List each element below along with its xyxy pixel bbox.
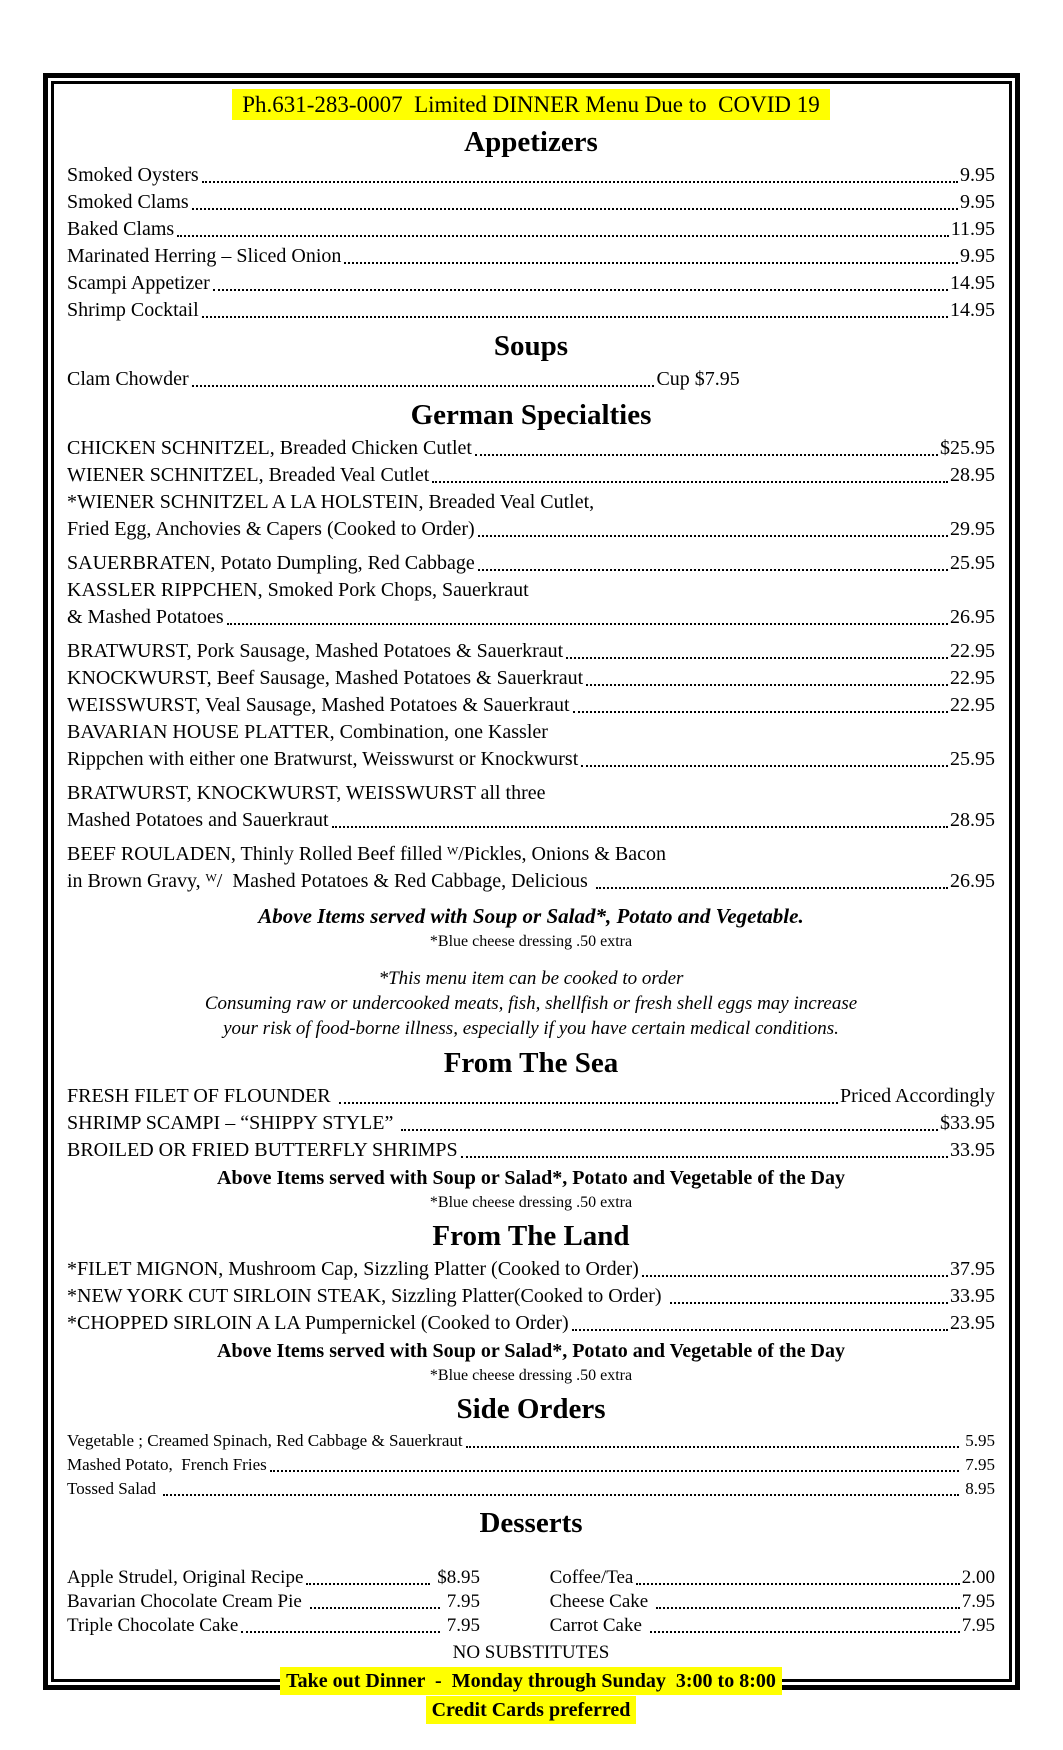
item-name: in Brown Gravy, ᵂ/ Mashed Potatoes & Red Cabbage, Delicious bbox=[67, 870, 593, 892]
item-price: 7.95 bbox=[961, 1455, 995, 1474]
menu-item-row bbox=[67, 868, 995, 895]
note-line: *This menu item can be cooked to order bbox=[378, 968, 684, 989]
menu-sheet-inner bbox=[51, 81, 1012, 1721]
section-heading-from-the-land: From The Land bbox=[432, 1220, 630, 1252]
item-price: 28.95 bbox=[950, 809, 995, 831]
menu-item-row bbox=[67, 1590, 480, 1614]
item-name: Triple Chocolate Cake bbox=[67, 1615, 239, 1636]
item-price: 22.95 bbox=[950, 640, 995, 662]
credit-cards-row bbox=[67, 1696, 995, 1724]
dot-leader bbox=[573, 711, 948, 713]
dessert-columns bbox=[67, 1566, 995, 1638]
item-name: *CHOPPED SIRLOIN A LA Pumpernickel (Cooked to Order) bbox=[67, 1312, 569, 1334]
item-price: 7.95 bbox=[441, 1591, 480, 1612]
dot-leader bbox=[650, 1631, 960, 1633]
item-name: Rippchen with either one Bratwurst, Weisswurst or Knockwurst bbox=[67, 748, 579, 770]
no-substitutes-line: NO SUBSTITUTES bbox=[452, 1642, 610, 1663]
note-line: Above Items served with Soup or Salad*, Potato and Vegetable of the Day bbox=[217, 1167, 845, 1189]
item-price: 25.95 bbox=[950, 552, 995, 574]
section-heading-from-the-sea: From The Sea bbox=[443, 1047, 619, 1079]
section-side-orders bbox=[67, 1392, 995, 1501]
item-price: 7.95 bbox=[441, 1615, 480, 1636]
menu-item-row bbox=[67, 216, 995, 243]
menu-item-group bbox=[67, 489, 995, 543]
item-wrap-line bbox=[67, 719, 995, 746]
item-name: KNOCKWURST, Beef Sausage, Mashed Potatoes & Sauerkraut bbox=[67, 667, 584, 689]
item-price: 9.95 bbox=[960, 164, 995, 186]
menu-item-row bbox=[550, 1590, 995, 1614]
menu-item-group bbox=[67, 577, 995, 631]
menu-item-row bbox=[67, 1310, 995, 1337]
section-german-specialties bbox=[67, 398, 995, 1041]
item-name: Coffee/Tea bbox=[549, 1567, 634, 1588]
item-price: 33.95 bbox=[950, 1285, 995, 1307]
dot-leader bbox=[177, 235, 949, 237]
item-price: 5.95 bbox=[961, 1431, 995, 1450]
dot-leader bbox=[202, 181, 958, 183]
item-wrap-line bbox=[67, 780, 995, 807]
item-name: *WIENER SCHNITZEL A LA HOLSTEIN, Breaded Veal Cutlet, bbox=[67, 491, 595, 513]
dot-leader bbox=[227, 623, 948, 625]
dot-leader bbox=[586, 684, 948, 686]
item-price: 22.95 bbox=[950, 667, 995, 689]
item-price: 26.95 bbox=[950, 606, 995, 628]
item-price: 8.95 bbox=[961, 1479, 995, 1498]
item-price: 33.95 bbox=[950, 1139, 995, 1161]
dot-leader bbox=[202, 316, 948, 318]
item-price: Cup $7.95 bbox=[656, 368, 740, 390]
menu-item-row bbox=[67, 604, 995, 631]
dot-leader bbox=[566, 657, 948, 659]
item-name: Mashed Potato, French Fries bbox=[67, 1455, 267, 1474]
note-line: Consuming raw or undercooked meats, fish, shellfish or fresh shell eggs may increase bbox=[204, 993, 858, 1014]
item-name: CHICKEN SCHNITZEL, Breaded Chicken Cutlet bbox=[67, 437, 472, 459]
item-price: 11.95 bbox=[950, 218, 995, 240]
menu-item-row bbox=[67, 1453, 995, 1477]
section-heading-appetizers: Appetizers bbox=[464, 126, 598, 158]
menu-sections bbox=[67, 125, 995, 1638]
dot-leader bbox=[213, 289, 948, 291]
item-wrap-line bbox=[67, 577, 995, 604]
menu-item-row bbox=[67, 550, 995, 577]
menu-item-group bbox=[67, 780, 995, 834]
menu-item-group bbox=[67, 719, 995, 773]
item-name: *FILET MIGNON, Mushroom Cap, Sizzling Platter (Cooked to Order) bbox=[67, 1258, 639, 1280]
dot-leader bbox=[656, 1607, 960, 1609]
note-line: *Blue cheese dressing .50 extra bbox=[429, 933, 633, 950]
menu-item-row bbox=[67, 270, 995, 297]
dot-leader bbox=[466, 1446, 959, 1448]
dot-leader bbox=[270, 1470, 959, 1472]
dessert-column-left bbox=[67, 1566, 480, 1638]
item-wrap-line bbox=[67, 841, 995, 868]
section-heading-desserts: Desserts bbox=[479, 1507, 583, 1539]
menu-item-row bbox=[67, 462, 995, 489]
item-name: Carrot Cake bbox=[549, 1615, 647, 1636]
item-wrap-line bbox=[67, 489, 995, 516]
dot-leader bbox=[478, 569, 948, 571]
menu-item-row bbox=[67, 1429, 995, 1453]
takeout-hours-line: Take out Dinner - Monday through Sunday 3:00 to 8:00 bbox=[280, 1667, 782, 1695]
menu-item-row bbox=[67, 1110, 995, 1137]
item-price: 37.95 bbox=[950, 1258, 995, 1280]
item-name: Scampi Appetizer bbox=[67, 272, 210, 294]
dot-leader bbox=[332, 826, 948, 828]
menu-item-row bbox=[67, 746, 995, 773]
menu-item-row bbox=[550, 1566, 995, 1590]
item-price: 28.95 bbox=[950, 464, 995, 486]
dot-leader bbox=[581, 765, 948, 767]
item-name: SHRIMP SCAMPI – “SHIPPY STYLE” bbox=[67, 1112, 399, 1134]
section-heading-soups: Soups bbox=[493, 330, 569, 362]
dot-leader bbox=[572, 1329, 948, 1331]
note-line: your risk of food-borne illness, especially if you have certain medical conditions. bbox=[223, 1018, 839, 1039]
dot-leader bbox=[642, 1275, 948, 1277]
item-price: Priced Accordingly bbox=[840, 1085, 995, 1107]
menu-item-row bbox=[67, 516, 995, 543]
menu-item-row bbox=[67, 807, 995, 834]
menu-item-row bbox=[67, 243, 995, 270]
menu-banner: Ph.631-283-0007 Limited DINNER Menu Due to COVID 19 bbox=[232, 89, 830, 120]
dot-leader bbox=[306, 1583, 430, 1585]
takeout-hours-row bbox=[67, 1667, 995, 1695]
menu-item-row bbox=[67, 638, 995, 665]
dot-leader bbox=[432, 481, 948, 483]
section-from-the-land bbox=[67, 1219, 995, 1387]
menu-item-row bbox=[67, 366, 740, 393]
section-heading-german-specialties: German Specialties bbox=[410, 399, 652, 431]
menu-item-row bbox=[67, 1256, 995, 1283]
dot-leader bbox=[163, 1494, 959, 1496]
item-price: 9.95 bbox=[960, 245, 995, 267]
item-name: BAVARIAN HOUSE PLATTER, Combination, one Kassler bbox=[67, 721, 548, 743]
dot-leader bbox=[241, 1631, 440, 1633]
item-price: 25.95 bbox=[950, 748, 995, 770]
note-line: Above Items served with Soup or Salad*, Potato and Vegetable of the Day bbox=[217, 1340, 845, 1362]
dot-leader bbox=[310, 1607, 440, 1609]
item-price: 2.00 bbox=[961, 1567, 995, 1588]
item-price: $25.95 bbox=[940, 437, 995, 459]
menu-item-row bbox=[67, 1283, 995, 1310]
item-price: 14.95 bbox=[950, 299, 995, 321]
item-name: BRATWURST, KNOCKWURST, WEISSWURST all three bbox=[67, 782, 546, 804]
item-price: 9.95 bbox=[960, 191, 995, 213]
item-name: Shrimp Cocktail bbox=[67, 299, 199, 321]
note-line: *Blue cheese dressing .50 extra bbox=[429, 1367, 633, 1384]
menu-item-row bbox=[67, 189, 995, 216]
menu-item-row bbox=[67, 1614, 480, 1638]
item-name: Vegetable ; Creamed Spinach, Red Cabbage & Sauerkraut bbox=[67, 1431, 463, 1450]
dot-leader bbox=[636, 1583, 959, 1585]
note-line: Above Items served with Soup or Salad*, Potato and Vegetable. bbox=[258, 904, 804, 928]
menu-footer bbox=[67, 1640, 995, 1724]
dot-leader bbox=[478, 535, 948, 537]
item-name: WIENER SCHNITZEL, Breaded Veal Cutlet bbox=[67, 464, 430, 486]
menu-item-row bbox=[550, 1614, 995, 1638]
item-name: Apple Strudel, Original Recipe bbox=[67, 1567, 304, 1588]
item-name: & Mashed Potatoes bbox=[67, 606, 224, 628]
item-name: Marinated Herring – Sliced Onion bbox=[67, 245, 342, 267]
dot-leader bbox=[670, 1302, 948, 1304]
item-name: *NEW YORK CUT SIRLOIN STEAK, Sizzling Platter(Cooked to Order) bbox=[67, 1285, 667, 1307]
item-name: BRATWURST, Pork Sausage, Mashed Potatoes & Sauerkraut bbox=[67, 640, 564, 662]
dessert-column-right bbox=[550, 1566, 995, 1638]
item-name: FRESH FILET OF FLOUNDER bbox=[67, 1085, 336, 1107]
menu-item-row bbox=[67, 1083, 995, 1110]
section-heading-side-orders: Side Orders bbox=[456, 1393, 606, 1425]
dot-leader bbox=[596, 887, 948, 889]
dot-leader bbox=[192, 208, 958, 210]
item-price: $8.95 bbox=[432, 1567, 480, 1588]
menu-sheet bbox=[43, 73, 1020, 1721]
item-name: Fried Egg, Anchovies & Capers (Cooked to Order) bbox=[67, 518, 475, 540]
menu-item-row bbox=[67, 162, 995, 189]
banner-row bbox=[67, 89, 995, 120]
item-name: BEEF ROULADEN, Thinly Rolled Beef filled ᵂ/Pickles, Onions & Bacon bbox=[67, 843, 666, 865]
dot-leader bbox=[339, 1102, 838, 1104]
item-name: BROILED OR FRIED BUTTERFLY SHRIMPS bbox=[67, 1139, 458, 1161]
menu-item-group bbox=[67, 841, 995, 895]
section-from-the-sea bbox=[67, 1046, 995, 1214]
item-price: $33.95 bbox=[940, 1112, 995, 1134]
dot-leader bbox=[344, 262, 958, 264]
item-name: Mashed Potatoes and Sauerkraut bbox=[67, 809, 329, 831]
dot-leader bbox=[192, 385, 655, 387]
item-name: Smoked Oysters bbox=[67, 164, 199, 186]
item-price: 14.95 bbox=[950, 272, 995, 294]
dot-leader bbox=[475, 454, 938, 456]
item-name: KASSLER RIPPCHEN, Smoked Pork Chops, Sauerkraut bbox=[67, 579, 529, 601]
item-price: 26.95 bbox=[950, 870, 995, 892]
item-name: Bavarian Chocolate Cream Pie bbox=[67, 1591, 307, 1612]
menu-item-row bbox=[67, 1137, 995, 1164]
section-desserts bbox=[67, 1506, 995, 1638]
item-price: 22.95 bbox=[950, 694, 995, 716]
section-soups bbox=[67, 329, 995, 393]
item-price: 29.95 bbox=[950, 518, 995, 540]
dot-leader bbox=[461, 1156, 948, 1158]
item-name: Smoked Clams bbox=[67, 191, 189, 213]
item-name: Baked Clams bbox=[67, 218, 175, 240]
item-price: 7.95 bbox=[961, 1615, 995, 1636]
item-price: 7.95 bbox=[961, 1591, 995, 1612]
item-name: WEISSWURST, Veal Sausage, Mashed Potatoes & Sauerkraut bbox=[67, 694, 570, 716]
item-name: Cheese Cake bbox=[549, 1591, 653, 1612]
note-line: *Blue cheese dressing .50 extra bbox=[429, 1194, 633, 1211]
section-appetizers bbox=[67, 125, 995, 324]
menu-item-row bbox=[67, 297, 995, 324]
item-name: SAUERBRATEN, Potato Dumpling, Red Cabbage bbox=[67, 552, 475, 574]
item-name: Tossed Salad bbox=[67, 1479, 161, 1498]
menu-item-row bbox=[67, 1477, 995, 1501]
credit-cards-line: Credit Cards preferred bbox=[426, 1696, 637, 1724]
menu-item-row bbox=[67, 1566, 480, 1590]
menu-item-row bbox=[67, 692, 995, 719]
menu-item-row bbox=[67, 665, 995, 692]
menu-item-row bbox=[67, 435, 995, 462]
item-name: Clam Chowder bbox=[67, 368, 189, 390]
dot-leader bbox=[401, 1129, 938, 1131]
item-price: 23.95 bbox=[950, 1312, 995, 1334]
